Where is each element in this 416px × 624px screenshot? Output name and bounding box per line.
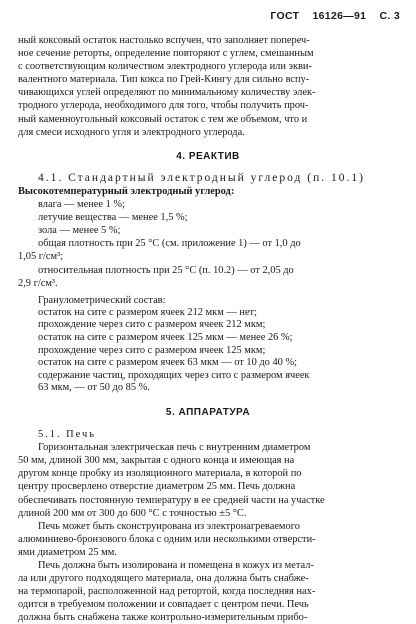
property-line: 1,05 г/см³; [18, 251, 64, 263]
clause-4-1: 4.1. Стандартный электродный углерод (п. 10.1) [38, 171, 365, 184]
text-line: обеспечивать постоянную температуру в ее средней части на участке [18, 494, 325, 506]
furnace-paragraph-1 [18, 441, 398, 520]
text-line: валентного материала. Тип кокса по Грей-Кингу для сильно вспу- [18, 74, 310, 86]
clause-5-1: 5.1. Печь [38, 429, 97, 441]
granulometry-line: прохождение через сито с размером ячеек 212 мкм; [38, 319, 266, 331]
furnace-paragraph-2 [18, 520, 398, 559]
text-line: тродного углерода, необходимого для того, чтобы получить проч- [18, 100, 309, 112]
granulometry-line: остаток на сите с размером ячеек 212 мкм — нет; [38, 306, 257, 318]
text-line: должна быть снабжена также контрольно-измерительным прибо- [18, 612, 308, 624]
clause-4-1-subtitle: Высокотемпературный электродный углерод: [18, 185, 235, 197]
page-content [18, 34, 398, 624]
header-gost: ГОСТ [270, 10, 300, 22]
text-line: Горизонтальная электрическая печь с внутренним диаметром [38, 442, 311, 454]
property-line: относительная плотность при 25 °С (п. 10.2) — от 2,05 до [38, 264, 294, 276]
text-line: одится в требуемом положении и совпадает с центром печи. Печь [18, 599, 309, 611]
intro-paragraph [18, 34, 398, 139]
granulometry-list [18, 307, 398, 395]
section-heading-apparatus: 5. АППАРАТУРА [165, 406, 251, 418]
granulometry-line: содержание частиц, проходящих через сито с размером ячеек [38, 369, 310, 381]
text-line: Печь должна быть изолирована и помещена в кожух из метал- [38, 559, 314, 571]
text-line: ное сечение реторты, определение повторяют с углем, смешанным [18, 48, 314, 60]
reagent-properties [18, 198, 398, 290]
text-line: 50 мм, длиной 300 мм, закрытая с одного конца и имеющая на [18, 455, 295, 467]
text-line: ный коксовый остаток настолько вспучен, что заполняет попереч- [18, 35, 310, 46]
text-line: чивающихся углей определяют по минимальному количеству элек- [18, 87, 316, 99]
granulometry-line: 63 мкм, — от 50 до 85 %. [38, 382, 150, 394]
text-line: другом конце пробку из изоляционного материала, в которой по [18, 468, 302, 480]
header-number: 16126—91 [312, 10, 367, 22]
text-line: ла или другого подходящего материала, она должна быть снабже- [18, 573, 309, 585]
header-page: С. 3 [379, 10, 400, 22]
text-line: длиной 200 мм от 300 до 600 °С с точностью ±5 °С. [18, 507, 247, 519]
granulometry-line: прохождение через сито с размером ячеек 125 мкм; [38, 344, 266, 356]
property-line: зола — менее 5 %; [38, 225, 121, 237]
page-header [260, 10, 400, 22]
furnace-paragraph-3 [18, 559, 398, 624]
text-line: на термопарой, расположенной над ретортой, когда последняя нах- [18, 586, 316, 598]
granulometry-line: остаток на сите с размером ячеек 125 мкм — менее 26 %; [38, 331, 293, 343]
granulometry-line: остаток на сите с размером ячеек 63 мкм — от 10 до 40 %; [38, 357, 297, 369]
property-line: 2,9 г/см³. [18, 277, 58, 289]
text-line: центру просверлено отверстие диаметром 25 мм. Печь должна [18, 481, 296, 493]
granulometry-title: Гранулометрический состав: [38, 294, 166, 306]
text-line: ный каменноугольный коксовый остаток с тем же объемом, что и [18, 113, 308, 125]
text-line: Печь может быть сконструирована из электронагреваемого [38, 520, 300, 532]
text-line: ями диаметром 25 мм. [18, 546, 117, 558]
text-line: для смеси исходного угля и электродного углерода. [18, 126, 245, 138]
section-heading-reagent: 4. РЕАКТИВ [176, 150, 240, 162]
text-line: с соответствующим количеством электродного углерода или экви- [18, 61, 312, 73]
property-line: общая плотность при 25 °С (см. приложение 1) — от 1,0 до [38, 238, 301, 250]
property-line: влага — менее 1 %; [38, 199, 125, 211]
text-line: алюминиево-бронзового блока с одним или несколькими отверсти- [18, 533, 316, 545]
property-line: летучие вещества — менее 1,5 %; [38, 212, 188, 224]
